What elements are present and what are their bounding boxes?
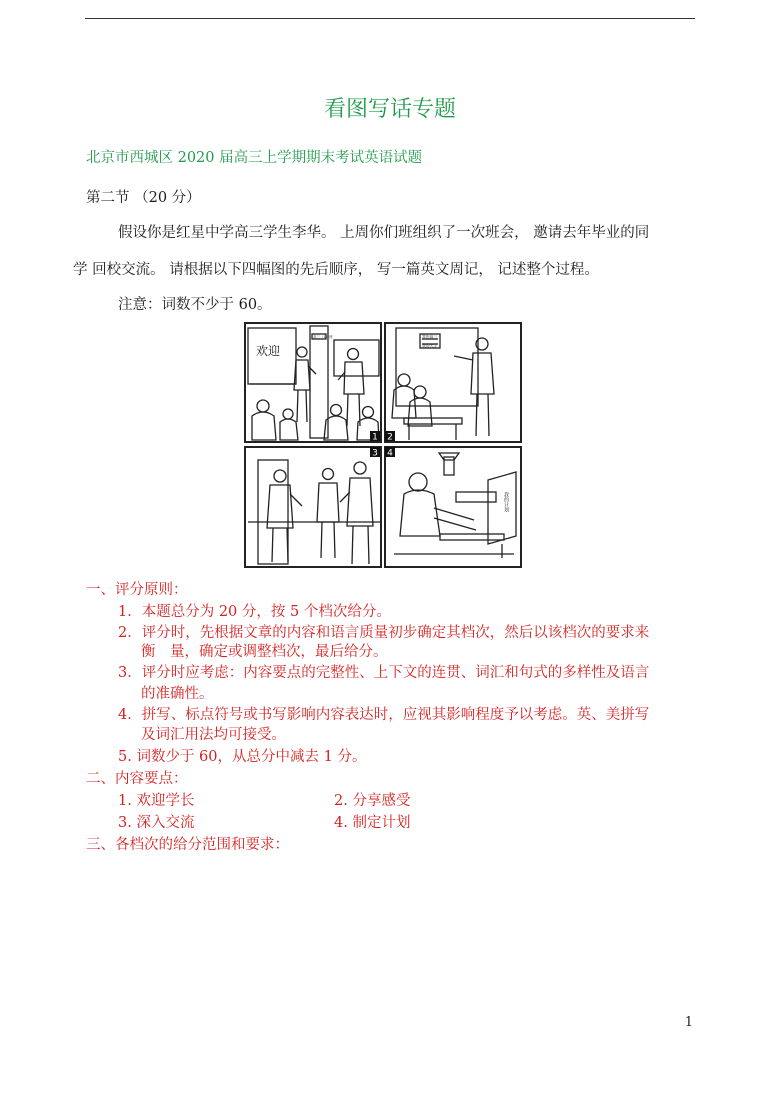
monitor xyxy=(488,472,516,544)
rule-3-cont: 的准确性。 xyxy=(141,686,214,702)
door-sign-text: 高三（1）班 xyxy=(313,335,333,339)
panel-number-2: 2 xyxy=(387,432,393,443)
rule-5: 5. 词数少于 60，从总分中减去 1 分。 xyxy=(118,749,367,765)
point-1: 1. 欢迎学长 xyxy=(118,793,195,809)
point-2: 2. 分享感受 xyxy=(334,793,411,809)
scoring-heading-2: 二、内容要点： xyxy=(86,771,188,787)
rule-4: 4．拼写、标点符号或书写影响内容表达时，应视其影响程度予以考虑。英、美拼写 xyxy=(118,707,650,723)
source-line: 北京市西城区 2020 届高三上学期期末考试英语试题 xyxy=(86,150,423,166)
four-panel-illustration xyxy=(244,322,522,568)
screen-text: 我的计划 xyxy=(503,492,509,512)
prompt-line-1: 假设你是红星中学高三学生李华。 上周你们班组织了一次班会， 邀请去年毕业的同 xyxy=(118,225,650,241)
panel-3-frame xyxy=(245,447,381,567)
page-title: 看图写话专题 xyxy=(323,97,456,122)
prompt-line-2: 学 回校交流。 请根据以下四幅图的先后顺序， 写一篇英文周记， 记述整个过程。 xyxy=(73,262,599,278)
board-text-2: 我的大学 xyxy=(422,343,438,348)
panel-number-3: 3 xyxy=(372,448,378,459)
panel-number-1: 1 xyxy=(372,432,378,443)
rule-1: 1．本题总分为 20 分，按 5 个档次给分。 xyxy=(118,604,391,620)
word-count-note: 注意：词数不少于 60。 xyxy=(118,297,272,313)
section-label: 第二节 （20 分） xyxy=(86,190,201,206)
page-number: 1 xyxy=(684,1015,693,1030)
rule-4-cont: 及词汇用法均可接受。 xyxy=(141,727,286,743)
point-4: 4. 制定计划 xyxy=(334,815,411,831)
rule-3: 3．评分时应考虑：内容要点的完整性、上下文的连贯、词汇和句式的多样性及语言 xyxy=(118,665,650,681)
rule-2-cont: 衡 量，确定或调整档次，最后给分。 xyxy=(141,644,388,660)
panel-number-4: 4 xyxy=(387,448,393,459)
scoring-heading-3: 三、各档次的给分范围和要求： xyxy=(86,837,289,853)
panel-4-frame xyxy=(385,447,521,567)
panel-1-frame xyxy=(245,323,381,442)
welcome-sign-text: 欢迎 xyxy=(256,344,281,358)
point-3: 3. 深入交流 xyxy=(118,815,195,831)
top-rule xyxy=(85,18,695,19)
rule-2: 2．评分时，先根据文章的内容和语言质量初步确定其档次，然后以该档次的要求来 xyxy=(118,625,650,641)
board-text-1: 我的高三 xyxy=(422,334,438,339)
scoring-heading-1: 一、评分原则： xyxy=(86,582,188,598)
